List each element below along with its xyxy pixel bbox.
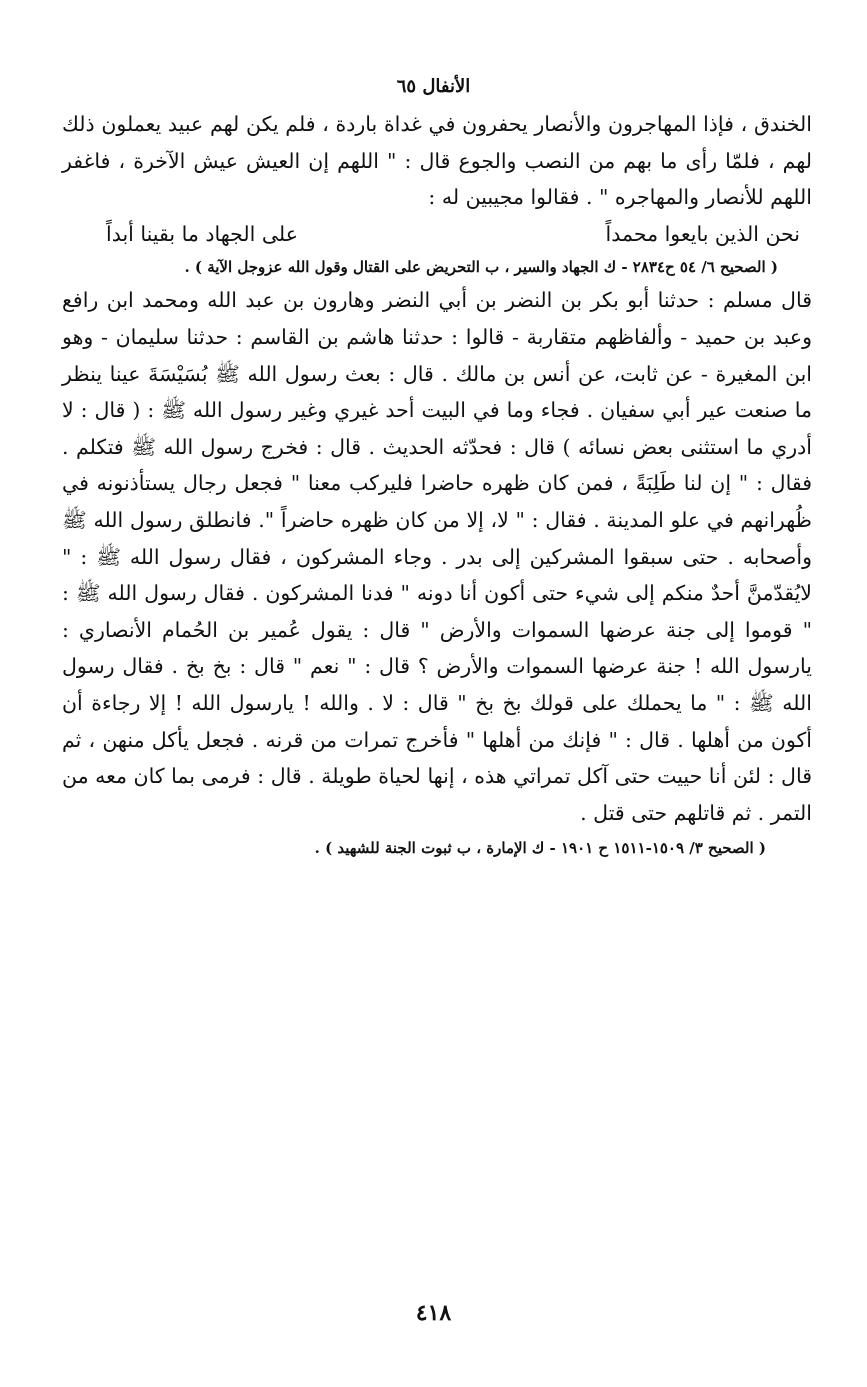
paragraph-trench: الخندق ، فإذا المهاجرون والأنصار يحفرون في غداة باردة ، فلم يكن لهم عبيد يعملون ذلك لهم ، فلمّا رأى ما بهم من النصب والجوع قال : " اللهم إن العيش عيش الآخرة ، فاغفر اللهم للأنصار والمهاجره " . فقالوا مجيبين له : <box>62 112 812 210</box>
verse-second-hemistich: على الجهاد ما بقينا أبداً <box>106 221 298 246</box>
paragraph-hadith: قال مسلم : حدثنا أبو بكر بن النضر بن أبي النضر وهارون بن عبد الله ومحمد ابن رافع وعبد بن حميد - وألفاظهم متقاربة - قالوا : حدثنا هاشم بن القاسم : حدثنا سليمان - وهو ابن المغيرة - عن ثابت، عن أنس بن مالك . قال : بعث رسول الله ﷺ بُسَيْسَةَ عينا ينظر ما صنعت عير أبي سفيان . فجاء وما في البيت أحد غيري وغير رسول الله ﷺ : ( قال : لا أدري ما استثنى بعض نسائه ) قال : فحدّثه الحديث . قال : فخرج رسول الله ﷺ فتكلم . فقال : " إن لنا طَلِبَةً ، فمن كان ظهره حاضرا فليركب معنا " فجعل رجال يستأذنونه في ظُهرانهم في علو المدينة . فقال : " لا، إلا من كان ظهره حاضراً ". فانطلق رسول الله ﷺ وأصحابه . حتى سبقوا المشركين إلى بدر . وجاء المشركون ، فقال رسول الله ﷺ : " لايُقدّمنَّ أحدٌ منكم إلى شيء حتى أكون أنا دونه " فدنا المشركون . فقال رسول الله ﷺ : " قوموا إلى جنة عرضها السموات والأرض " قال : يقول عُمير بن الحُمام الأنصاري : يارسول الله ! جنة عرضها السموات والأرض ؟ قال : " نعم " قال : بخ بخ . فقال رسول الله ﷺ : " ما يحملك على قولك بخ بخ " قال : لا . والله ! يارسول الله ! إلا رجاءة أن أكون من أهلها . قال : " فإنك من أهلها " فأخرج تمرات من قرنه . فجعل يأكل منهن ، ثم قال : لئن أنا حييت حتى آكل تمراتي هذه ، إنها لحياة طويلة . قال : فرمى بما كان معه من التمر . ثم قاتلهم حتى قتل . <box>62 288 812 825</box>
page-number: ٤١٨ <box>415 1300 452 1326</box>
verse-first-hemistich: نحن الذين بايعوا محمداً <box>605 221 800 246</box>
poetry-verse <box>62 216 812 253</box>
body-text <box>62 106 812 863</box>
running-header: الأنفال ٦٥ <box>396 76 471 97</box>
source-citation: ( الصحيح ٦/ ٥٤ ح٢٨٣٤ - ك الجهاد والسير ، ب التحريض على القتال وقول الله عزوجل الآية ) . <box>184 258 778 277</box>
source-citation-final: ( الصحيح ٣/ ١٥٠٩-١٥١١ ح ١٩٠١ - ك الإمارة ، ب ثبوت الجنة للشهيد ) . <box>314 839 766 858</box>
